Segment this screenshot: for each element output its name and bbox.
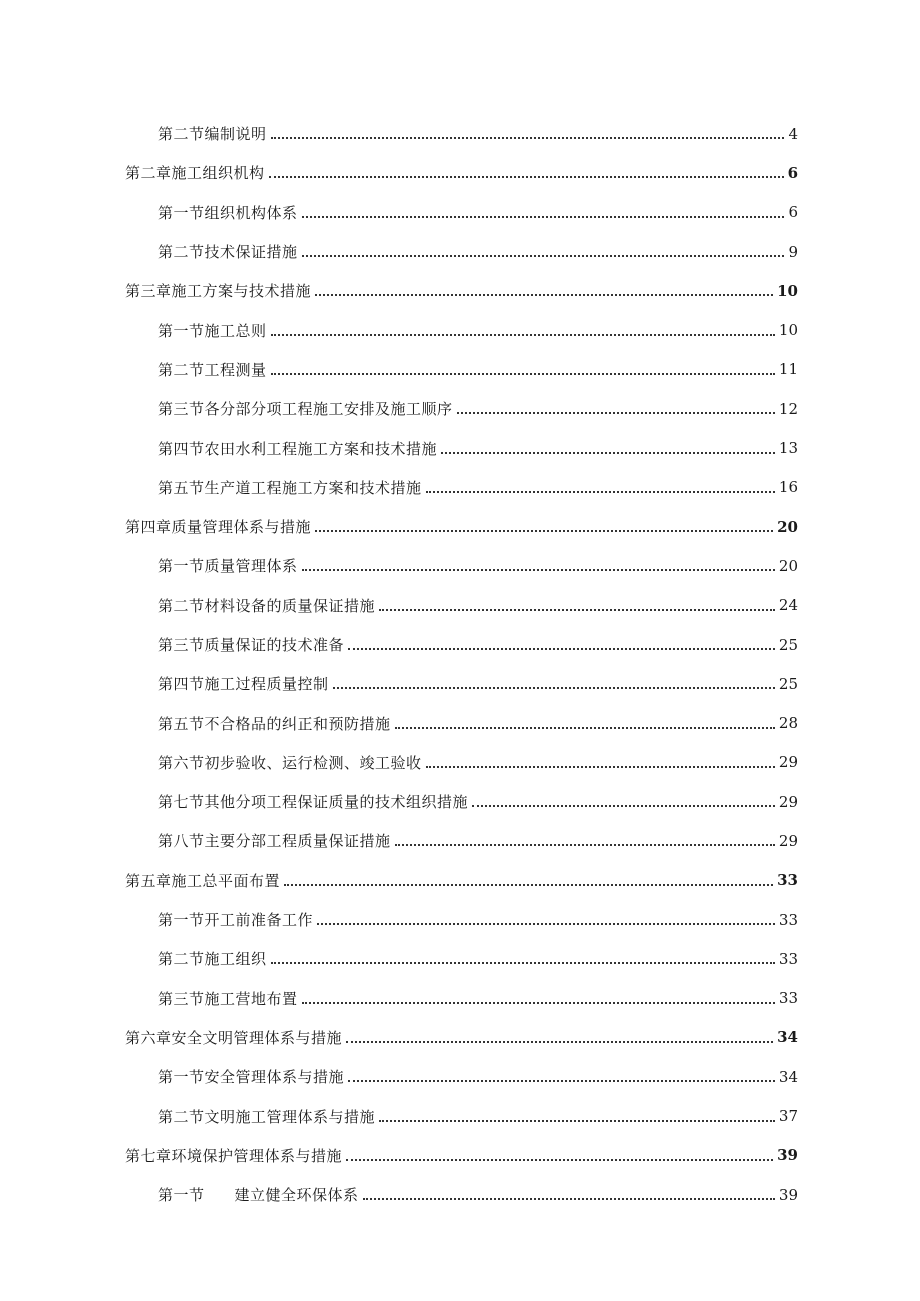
toc-page-number: 25 (778, 635, 798, 654)
toc-entry-title-text: 第一节 (158, 1186, 205, 1205)
toc-section-entry[interactable] (0, 821, 920, 860)
toc-section-entry[interactable] (0, 1175, 920, 1214)
dot-leader (271, 372, 775, 375)
dot-leader (271, 333, 775, 336)
toc-page-number: 39 (777, 1146, 798, 1165)
toc-entry-title (158, 1066, 344, 1087)
toc-entry-title-text: 第二节施工组织 (158, 950, 267, 969)
toc-entry-title (158, 713, 391, 734)
dot-leader (457, 411, 775, 414)
toc-page-number: 37 (778, 1107, 798, 1126)
toc-chapter-entry[interactable] (0, 153, 920, 192)
toc-entry-title (125, 1145, 342, 1166)
dot-leader (363, 1197, 775, 1200)
dot-leader (315, 529, 773, 532)
dot-leader (315, 293, 773, 296)
toc-page-number: 33 (778, 949, 798, 968)
dot-leader (302, 568, 775, 571)
dot-leader (269, 175, 784, 178)
toc-page-number: 29 (778, 831, 798, 850)
dot-leader (348, 1079, 775, 1082)
dot-leader (271, 136, 784, 139)
toc-page-number: 9 (788, 242, 798, 261)
toc-entry-title-text: 第二节技术保证措施 (158, 243, 298, 262)
toc-entry-title-text: 第一节安全管理体系与措施 (158, 1068, 345, 1087)
toc-entry-title-text: 第一节质量管理体系 (158, 557, 298, 576)
toc-entry-title (158, 948, 267, 969)
toc-entry-title (158, 320, 267, 341)
dot-leader (348, 647, 775, 650)
toc-page-number: 11 (778, 360, 798, 379)
toc-entry-title (125, 280, 311, 301)
dot-leader (395, 843, 775, 846)
dot-leader (379, 608, 775, 611)
toc-section-entry[interactable] (0, 428, 920, 467)
toc-page-number: 20 (778, 556, 798, 575)
toc-entry-title-text: 第一节施工总则 (158, 321, 267, 340)
toc-entry-title-text: 第三节质量保证的技术准备 (158, 636, 345, 654)
toc-section-entry[interactable] (0, 114, 920, 153)
toc-entry-title-text: 第六章安全文明管理体系与措施 (125, 1028, 343, 1047)
toc-chapter-entry[interactable] (0, 271, 920, 310)
toc-section-entry[interactable] (0, 468, 920, 507)
toc-entry-title (158, 398, 453, 419)
toc-page-number: 20 (777, 517, 798, 536)
toc-entry-title (158, 438, 437, 459)
toc-entry-title-text: 第七节其他分项工程保证质量的技术组织措施 (158, 793, 469, 812)
toc-entry-title-text: 第五章施工总平面布置 (125, 871, 281, 890)
toc-entry-title (158, 830, 391, 851)
toc-entry-title-suffix: 建立健全环保体系 (234, 1186, 359, 1205)
toc-section-entry[interactable] (0, 703, 920, 742)
toc-entry-title (158, 477, 422, 498)
toc-entry-title (158, 1184, 359, 1205)
toc-entry-title-text: 第七章环境保护管理体系与措施 (125, 1146, 343, 1165)
toc-page-number: 4 (788, 124, 798, 143)
toc-section-entry[interactable] (0, 586, 920, 625)
toc-entry-title-text: 第四节施工过程质量控制 (158, 675, 329, 694)
dot-leader (379, 1119, 775, 1122)
toc-entry-title-text: 第五节生产道工程施工方案和技术措施 (158, 478, 422, 497)
table-of-contents (0, 114, 920, 1214)
toc-page-number: 10 (778, 321, 798, 340)
toc-section-entry[interactable] (0, 939, 920, 978)
dot-leader (346, 1040, 773, 1043)
toc-section-entry[interactable] (0, 1057, 920, 1096)
toc-page-number: 29 (778, 792, 798, 811)
toc-entry-title-text: 第八节主要分部工程质量保证措施 (158, 832, 391, 851)
toc-entry-title (158, 595, 375, 616)
toc-section-entry[interactable] (0, 232, 920, 271)
toc-page-number: 33 (777, 871, 798, 890)
toc-section-entry[interactable] (0, 743, 920, 782)
toc-page-number: 33 (778, 910, 798, 929)
toc-entry-title (158, 909, 313, 930)
toc-entry-title (125, 1027, 342, 1048)
toc-section-entry[interactable] (0, 900, 920, 939)
toc-entry-title-text: 第三节各分部分项工程施工安排及施工顺序 (158, 400, 453, 419)
toc-chapter-entry[interactable] (0, 1136, 920, 1175)
toc-page-number: 13 (778, 439, 798, 458)
toc-entry-title (158, 123, 267, 144)
toc-section-entry[interactable] (0, 782, 920, 821)
toc-chapter-entry[interactable] (0, 1018, 920, 1057)
toc-entry-title-text: 第一节组织机构体系 (158, 203, 298, 222)
toc-entry-title-text: 第四章质量管理体系与措施 (125, 518, 312, 537)
toc-entry-title (125, 870, 280, 891)
toc-entry-title-text: 第三节施工营地布置 (158, 989, 298, 1008)
toc-page-number: 39 (778, 1185, 798, 1204)
toc-section-entry[interactable] (0, 310, 920, 349)
dot-leader (302, 215, 784, 218)
dot-leader (284, 883, 773, 886)
toc-entry-title-text: 第二节工程测量 (158, 360, 267, 379)
toc-entry-title (158, 555, 298, 576)
toc-entry-title (158, 634, 344, 655)
dot-leader (302, 254, 784, 257)
toc-chapter-entry[interactable] (0, 507, 920, 546)
toc-entry-title-text: 第二节编制说明 (158, 125, 267, 144)
toc-entry-title-text: 第二章施工组织机构 (125, 164, 265, 183)
toc-section-entry[interactable] (0, 625, 920, 664)
toc-section-entry[interactable] (0, 193, 920, 232)
toc-entry-title (158, 1106, 375, 1127)
dot-leader (426, 765, 775, 768)
dot-leader (333, 686, 775, 689)
toc-entry-title-text: 第二节文明施工管理体系与措施 (158, 1107, 376, 1126)
toc-page-number: 34 (777, 1028, 798, 1047)
toc-section-entry[interactable] (0, 389, 920, 428)
toc-entry-title (158, 752, 422, 773)
toc-entry-title (125, 162, 265, 183)
toc-entry-title (158, 988, 298, 1009)
toc-entry-title-text: 第四节农田水利工程施工方案和技术措施 (158, 439, 438, 458)
toc-chapter-entry[interactable] (0, 861, 920, 900)
toc-page-number: 25 (778, 674, 798, 693)
toc-section-entry[interactable] (0, 979, 920, 1018)
dot-leader (271, 961, 775, 964)
toc-entry-title-text: 第二节材料设备的质量保证措施 (158, 596, 376, 615)
toc-section-entry[interactable] (0, 350, 920, 389)
dot-leader (441, 451, 775, 454)
toc-section-entry[interactable] (0, 546, 920, 585)
toc-section-entry[interactable] (0, 664, 920, 703)
toc-entry-title (158, 241, 298, 262)
toc-entry-title (158, 673, 329, 694)
toc-entry-title (125, 516, 311, 537)
toc-entry-title-text: 第一节开工前准备工作 (158, 911, 314, 930)
toc-entry-title-text: 第六节初步验收、运行检测、竣工验收 (158, 753, 422, 772)
dot-leader (426, 490, 775, 493)
toc-entry-title (158, 791, 468, 812)
toc-section-entry[interactable] (0, 1096, 920, 1135)
toc-page-number: 12 (778, 399, 798, 418)
toc-entry-title (158, 359, 267, 380)
dot-leader (395, 726, 775, 729)
toc-page-number: 33 (778, 989, 798, 1008)
toc-page-number: 28 (778, 714, 798, 733)
toc-page-number: 6 (787, 163, 798, 182)
toc-entry-title-text: 第三章施工方案与技术措施 (125, 282, 312, 301)
toc-entry-title (158, 202, 298, 223)
toc-page-number: 16 (778, 478, 798, 497)
dot-leader (346, 1158, 773, 1161)
toc-entry-title-text: 第五节不合格品的纠正和预防措施 (158, 714, 391, 733)
toc-page-number: 29 (778, 753, 798, 772)
toc-page-number: 24 (778, 596, 798, 615)
dot-leader (317, 922, 775, 925)
toc-page-number: 34 (778, 1067, 798, 1086)
dot-leader (302, 1001, 775, 1004)
toc-page-number: 10 (777, 281, 798, 300)
dot-leader (472, 804, 775, 807)
toc-page-number: 6 (788, 203, 798, 222)
